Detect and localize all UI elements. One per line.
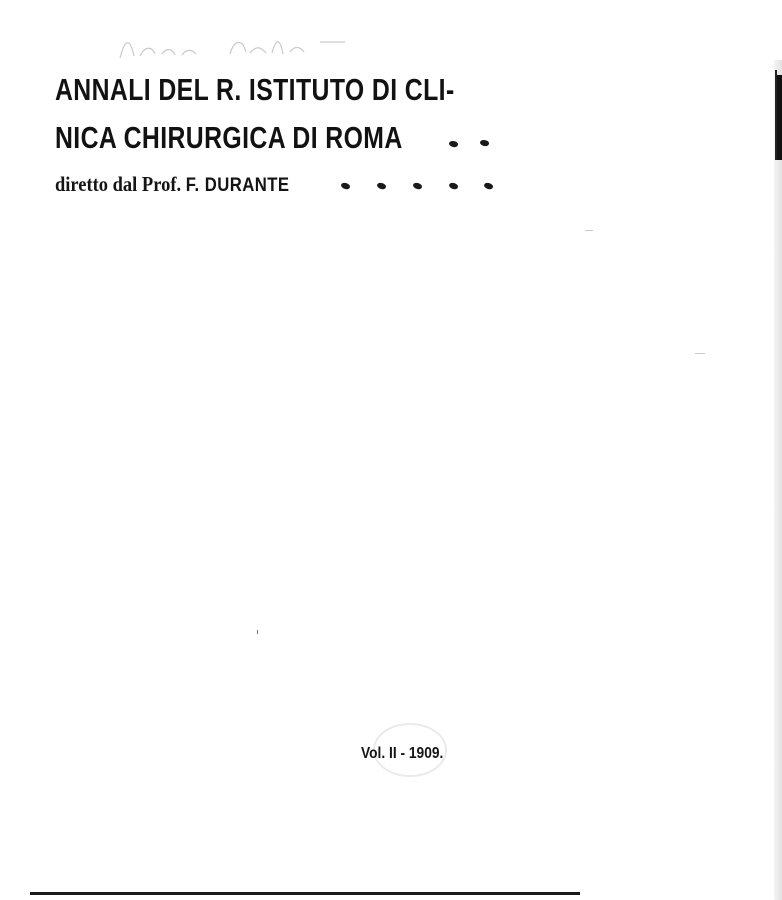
bottom-edge-line bbox=[30, 892, 580, 895]
title-line-1: ANNALI DEL R. ISTITUTO DI CLI- bbox=[55, 72, 455, 107]
subtitle-prefix: diretto dal Prof. bbox=[55, 172, 182, 196]
ornament-leaf-icon bbox=[483, 181, 494, 190]
paper-speck bbox=[257, 630, 258, 634]
title-line-2: NICA CHIRURGICA DI ROMA bbox=[55, 120, 403, 155]
ornament-leaf-icon bbox=[340, 181, 351, 190]
paper-speck bbox=[585, 230, 593, 231]
ornament-leaf-icon bbox=[448, 181, 459, 190]
handwritten-pencil-note bbox=[100, 28, 360, 68]
ornament-leaf-icon bbox=[376, 181, 387, 190]
subtitle bbox=[55, 172, 290, 197]
volume-year: Vol. II - 1909. bbox=[361, 745, 444, 762]
paper-speck bbox=[695, 353, 705, 354]
ornament-leaf-icon bbox=[479, 139, 490, 148]
binding-edge bbox=[768, 70, 782, 160]
page-edge-shadow bbox=[774, 60, 782, 900]
director-name: F. DURANTE bbox=[185, 175, 290, 196]
ornament-leaf-icon bbox=[412, 181, 423, 190]
ornament-leaf-icon bbox=[448, 140, 459, 149]
